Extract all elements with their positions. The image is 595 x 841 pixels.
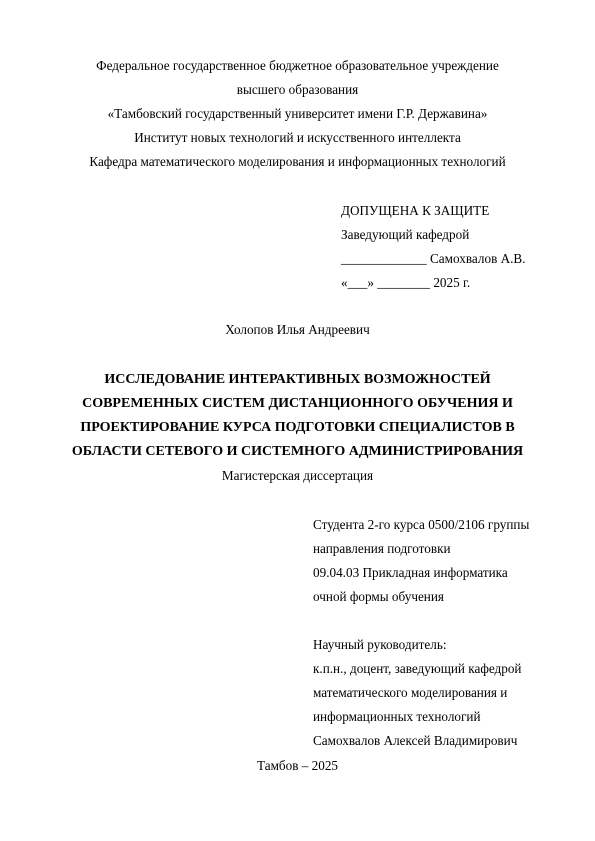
student-direction: 09.04.03 Прикладная информатика [313, 565, 508, 580]
thesis-title-line: ИССЛЕДОВАНИЕ ИНТЕРАКТИВНЫХ ВОЗМОЖНОСТЕЙ [104, 372, 491, 387]
work-type: Магистерская диссертация [221, 468, 374, 483]
author-name: Холопов Илья Андреевич [225, 322, 370, 337]
approval-date: «___» ________ 2025 г. [341, 275, 471, 290]
approval-signature: _____________ Самохвалов А.В. [341, 251, 526, 266]
header-line-education: высшего образования [236, 82, 359, 97]
header-line-ministry: Федеральное государственное бюджетное образовательное учреждение [96, 58, 499, 73]
thesis-title-line: ОБЛАСТИ СЕТЕВОГО И СИСТЕМНОГО АДМИНИСТРИРОВАНИЯ [71, 444, 524, 459]
supervisor-name: Самохвалов Алексей Владимирович [313, 733, 518, 748]
approval-heading: ДОПУЩЕНА К ЗАЩИТЕ [341, 203, 490, 218]
student-course: Студента 2-го курса 0500/2106 группы [313, 517, 530, 532]
supervisor-department-2: информационных технологий [313, 709, 481, 724]
header-line-university: «Тамбовский государственный университет имени Г.Р. Державина» [107, 106, 488, 121]
thesis-title-line: ПРОЕКТИРОВАНИЕ КУРСА ПОДГОТОВКИ СПЕЦИАЛИСТОВ В [80, 420, 515, 435]
header-line-institute: Институт новых технологий и искусственного интеллекта [134, 130, 461, 145]
thesis-title-line: СОВРЕМЕННЫХ СИСТЕМ ДИСТАНЦИОННОГО ОБУЧЕНИЯ И [82, 396, 513, 411]
header-line-department: Кафедра математического моделирования и информационных технологий [89, 154, 506, 169]
student-direction-label: направления подготовки [313, 541, 451, 556]
student-study-form: очной формы обучения [313, 589, 444, 604]
approval-role: Заведующий кафедрой [341, 227, 470, 242]
supervisor-label: Научный руководитель: [313, 637, 447, 652]
supervisor-department-1: математического моделирования и [313, 685, 508, 700]
supervisor-degree: к.п.н., доцент, заведующий кафедрой [313, 661, 522, 676]
city-year: Тамбов – 2025 [256, 758, 339, 773]
